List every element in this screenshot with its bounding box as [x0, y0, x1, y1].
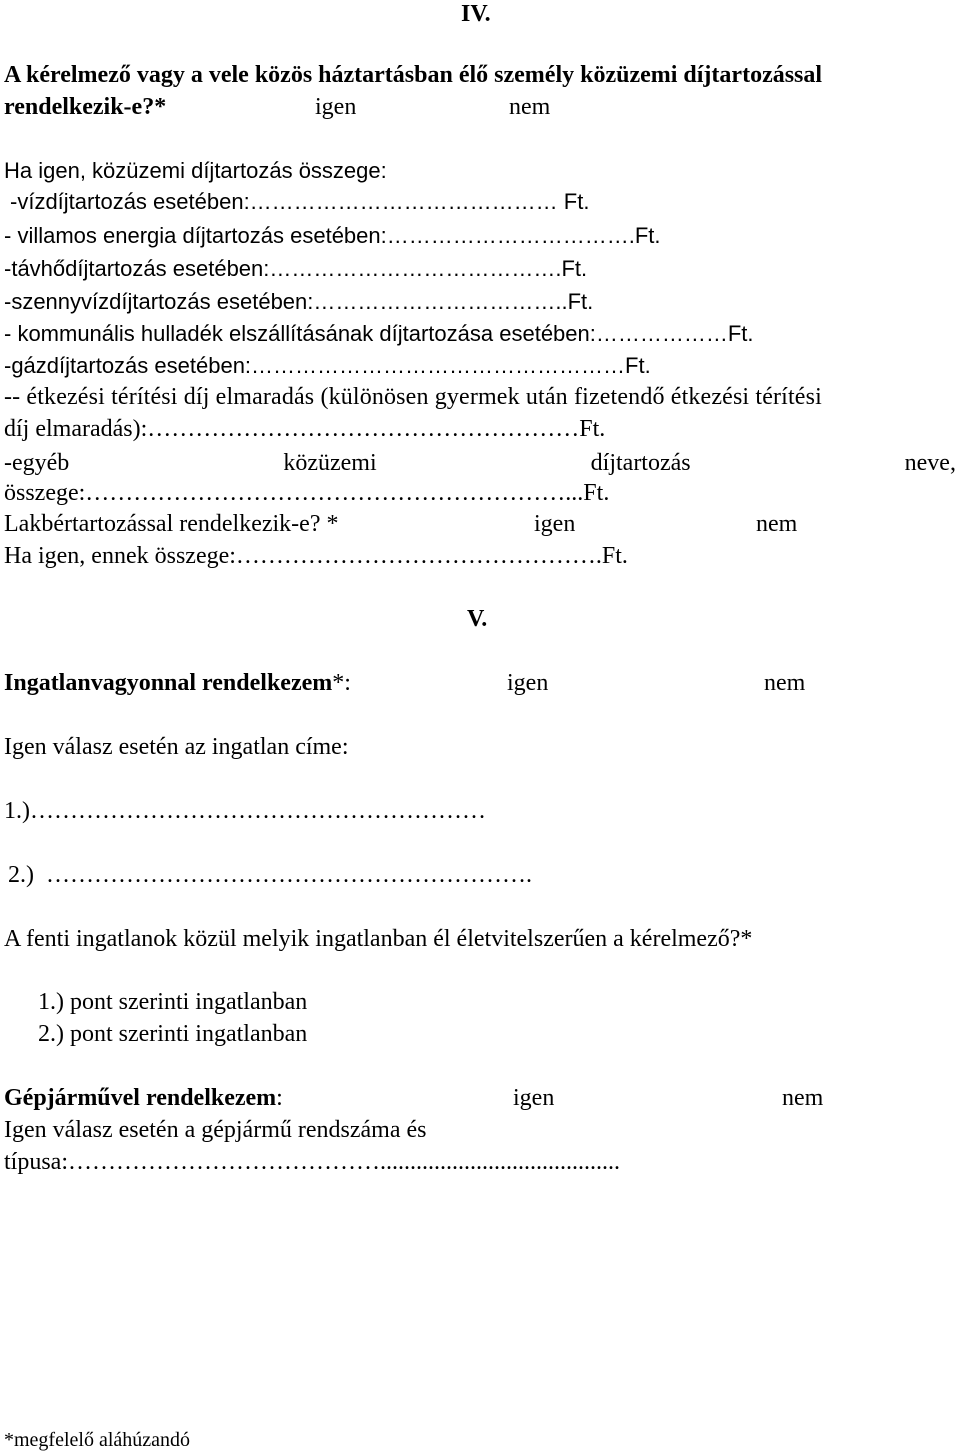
sewage-debt-field[interactable]: -szennyvízdíjtartozás esetében:……………………………..Ft. [4, 289, 594, 314]
gas-debt-field[interactable]: -gázdíjtartozás esetében:……………………………………………Ft. [4, 353, 651, 378]
vehicle-no[interactable]: nem [782, 1085, 824, 1111]
vehicle-yes[interactable]: igen [513, 1085, 555, 1111]
vehicle-type-field[interactable]: típusa:…………………………………........................................ [4, 1149, 620, 1175]
residence-option-1[interactable]: 1.) pont szerinti ingatlanban [38, 989, 308, 1015]
property-star: *: [332, 670, 351, 696]
utility-debt-question-cont: rendelkezik-e?* [4, 94, 167, 120]
vehicle-colon: : [276, 1085, 283, 1111]
vehicle-intro: Igen válasz esetén a gépjármű rendszáma és [4, 1117, 427, 1143]
rent-debt-amount-field[interactable]: Ha igen, ennek összege:……………………………………….Ft. [4, 543, 628, 569]
utility-debt-yes[interactable]: igen [315, 94, 357, 120]
utility-debt-question: A kérelmező vagy a vele közös háztartásban élő személy közüzemi díjtartozással [4, 62, 823, 88]
section-v-heading: V. [467, 606, 488, 632]
footnote: *megfelelő aláhúzandó [4, 1429, 191, 1451]
section-iv-heading: IV. [461, 1, 491, 27]
address-1-field[interactable]: 1.)………………………………………………… [4, 798, 486, 824]
meals-debt-text: -- étkezési térítési díj elmaradás (különösen gyermek után fizetendő étkezési térítési [4, 384, 822, 410]
other-utility-amount-field[interactable]: összege:……………………………………………………...Ft. [4, 480, 610, 506]
utility-debt-intro: Ha igen, közüzemi díjtartozás összege: [4, 158, 387, 183]
vehicle-question [4, 1086, 283, 1110]
waste-debt-field[interactable]: - kommunális hulladék elszállításának díjtartozása esetében:………………Ft. [4, 321, 754, 346]
property-yes[interactable]: igen [507, 670, 549, 696]
other-word-2: közüzemi [283, 450, 377, 476]
other-word-3: díjtartozás [590, 450, 691, 476]
vehicle-label: Gépjárművel rendelkezem [4, 1085, 277, 1111]
address-intro: Igen válasz esetén az ingatlan címe: [4, 734, 349, 760]
address-2-field[interactable]: 2.) ……………………………………………………. [8, 862, 532, 888]
district-heating-debt-field[interactable]: -távhődíjtartozás esetében:………………………………….Ft. [4, 256, 588, 281]
other-utility-line [4, 451, 956, 475]
rent-debt-yes[interactable]: igen [534, 511, 576, 537]
utility-debt-no[interactable]: nem [509, 94, 551, 120]
rent-debt-no[interactable]: nem [756, 511, 798, 537]
residence-option-2[interactable]: 2.) pont szerinti ingatlanban [38, 1021, 308, 1047]
property-no[interactable]: nem [764, 670, 806, 696]
other-word-4: neve, [904, 450, 956, 476]
meals-debt-line [4, 385, 956, 409]
property-question [4, 671, 351, 695]
rent-debt-question: Lakbértartozással rendelkezik-e? * [4, 511, 339, 537]
water-debt-field[interactable]: -vízdíjtartozás esetében:…………………………………… Ft. [10, 189, 590, 214]
electricity-debt-field[interactable]: - villamos energia díjtartozás esetében:…………………………….Ft. [4, 223, 661, 248]
meals-debt-field[interactable]: díj elmaradás):………………………………………………Ft. [4, 416, 606, 442]
other-word-1: -egyéb [4, 450, 70, 476]
property-label: Ingatlanvagyonnal rendelkezem [4, 670, 333, 696]
residence-question: A fenti ingatlanok közül melyik ingatlanban él életvitelszerűen a kérelmező?* [4, 926, 753, 952]
